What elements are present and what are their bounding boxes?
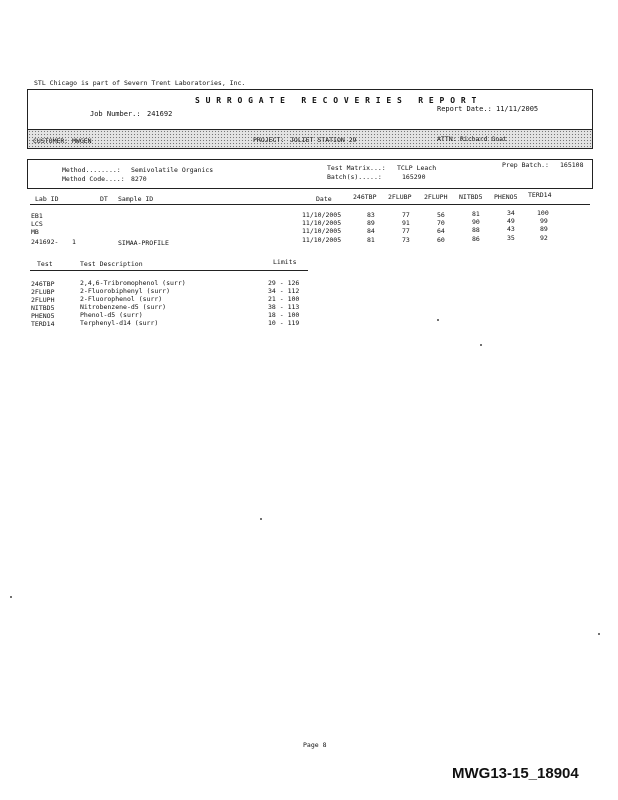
col-2flubp: 2FLUBP	[388, 193, 412, 201]
date: 11/10/2005	[302, 211, 342, 219]
val-pheno5: 35	[507, 234, 515, 242]
company-note: STL Chicago is part of Severn Trent Laboratories, Inc.	[34, 79, 246, 87]
col-nitbd5: NITBD5	[459, 193, 483, 201]
val-nitbd5: 90	[472, 218, 480, 226]
lab-id: 241692-	[31, 238, 59, 246]
col-2fluph: 2FLUPH	[424, 193, 448, 201]
lab-id: EB1	[31, 212, 43, 220]
val-246tbp: 83	[367, 211, 375, 219]
val-2fluph: 70	[437, 219, 445, 227]
page-number: Page 8	[303, 741, 327, 749]
scan-speck	[10, 596, 12, 598]
val-pheno5: 49	[507, 217, 515, 225]
val-2fluph: 56	[437, 211, 445, 219]
limit-description: 2,4,6-Tribromophenol (surr)	[80, 279, 186, 287]
prep-batch-value: 165108	[560, 161, 584, 169]
col-pheno5: PHENO5	[494, 193, 518, 201]
limit-range: 10 - 119	[268, 319, 300, 327]
limit-test: TERD14	[31, 320, 55, 328]
limit-test: 246TBP	[31, 280, 55, 288]
date: 11/10/2005	[302, 219, 342, 227]
method-label: Method........:	[62, 166, 121, 174]
val-pheno5: 43	[507, 225, 515, 233]
limit-range: 18 - 100	[268, 311, 300, 319]
method-value: Semivolatile Organics	[131, 166, 214, 174]
val-pheno5: 34	[507, 209, 515, 217]
limit-range: 21 - 100	[268, 295, 300, 303]
limit-test: 2FLUPH	[31, 296, 55, 304]
col-lab-id: Lab ID	[35, 195, 59, 203]
val-246tbp: 89	[367, 219, 375, 227]
sample-id: SIMAA-PROFILE	[118, 239, 169, 247]
attn-label: ATTN:	[437, 135, 457, 143]
limit-test: 2FLUBP	[31, 288, 55, 296]
scan-speck	[437, 319, 439, 321]
val-nitbd5: 88	[472, 226, 480, 234]
limits-col-limits: Limits	[273, 258, 297, 266]
col-246tbp: 246TBP	[353, 193, 377, 201]
col-sample-id: Sample ID	[118, 195, 154, 203]
report-date-label: Report Date.:	[437, 105, 492, 113]
val-terd14: 89	[540, 225, 548, 233]
limits-header-rule	[30, 270, 308, 271]
limit-range: 29 - 126	[268, 279, 300, 287]
limit-description: 2-Fluorobiphenyl (surr)	[80, 287, 171, 295]
scan-speck	[480, 344, 482, 346]
scan-speck	[598, 633, 600, 635]
limit-range: 38 - 113	[268, 303, 300, 311]
batch-value: 165290	[402, 173, 426, 181]
results-header-rule	[30, 204, 590, 205]
limit-description: Phenol-d5 (surr)	[80, 311, 143, 319]
customer-label: CUSTOMER:	[33, 137, 69, 145]
report-title: S U R R O G A T E R E C O V E R I E S R E P O R T	[195, 96, 477, 105]
val-246tbp: 84	[367, 227, 375, 235]
date: 11/10/2005	[302, 227, 342, 235]
val-nitbd5: 86	[472, 235, 480, 243]
limit-range: 34 - 112	[268, 287, 300, 295]
prep-batch-label: Prep Batch.:	[502, 161, 549, 169]
limit-description: Terphenyl-d14 (surr)	[80, 319, 159, 327]
val-2flubp: 77	[402, 227, 410, 235]
val-2flubp: 91	[402, 219, 410, 227]
report-date: 11/11/2005	[496, 105, 539, 113]
limit-test: NITBD5	[31, 304, 55, 312]
scan-speck	[260, 518, 262, 520]
method-code-label: Method Code....:	[62, 175, 125, 183]
job-number: 241692	[147, 110, 173, 118]
val-2flubp: 73	[402, 236, 410, 244]
val-nitbd5: 81	[472, 210, 480, 218]
limit-description: 2-Fluorophenol (surr)	[80, 295, 163, 303]
customer-value: MWGEN	[72, 137, 92, 145]
val-2fluph: 64	[437, 227, 445, 235]
val-2fluph: 60	[437, 236, 445, 244]
lab-id: LCS	[31, 220, 43, 228]
val-terd14: 99	[540, 217, 548, 225]
document-id: MWG13-15_18904	[452, 765, 579, 782]
batch-label: Batch(s).....:	[327, 173, 382, 181]
matrix-value: TCLP Leach	[397, 164, 437, 172]
val-terd14: 100	[537, 209, 549, 217]
job-number-label: Job Number.:	[90, 110, 141, 118]
limit-test: PHENO5	[31, 312, 55, 320]
val-246tbp: 81	[367, 236, 375, 244]
dt: 1	[72, 238, 76, 246]
limit-description: Nitrobenzene-d5 (surr)	[80, 303, 167, 311]
lab-id: MB	[31, 228, 39, 236]
val-terd14: 92	[540, 234, 548, 242]
col-terd14: TERD14	[528, 191, 552, 199]
limits-col-description: Test Description	[80, 260, 143, 268]
matrix-label: Test Matrix...:	[327, 164, 386, 172]
limits-col-test: Test	[37, 260, 53, 268]
project-label: PROJECT:	[253, 136, 285, 144]
col-date: Date	[316, 195, 332, 203]
val-2flubp: 77	[402, 211, 410, 219]
col-dt: DT	[100, 195, 108, 203]
project-value: JOLIET STATION 29	[290, 136, 357, 144]
attn-value: Richard Gnat	[460, 135, 507, 143]
date: 11/10/2005	[302, 236, 342, 244]
method-code-value: 8270	[131, 175, 147, 183]
